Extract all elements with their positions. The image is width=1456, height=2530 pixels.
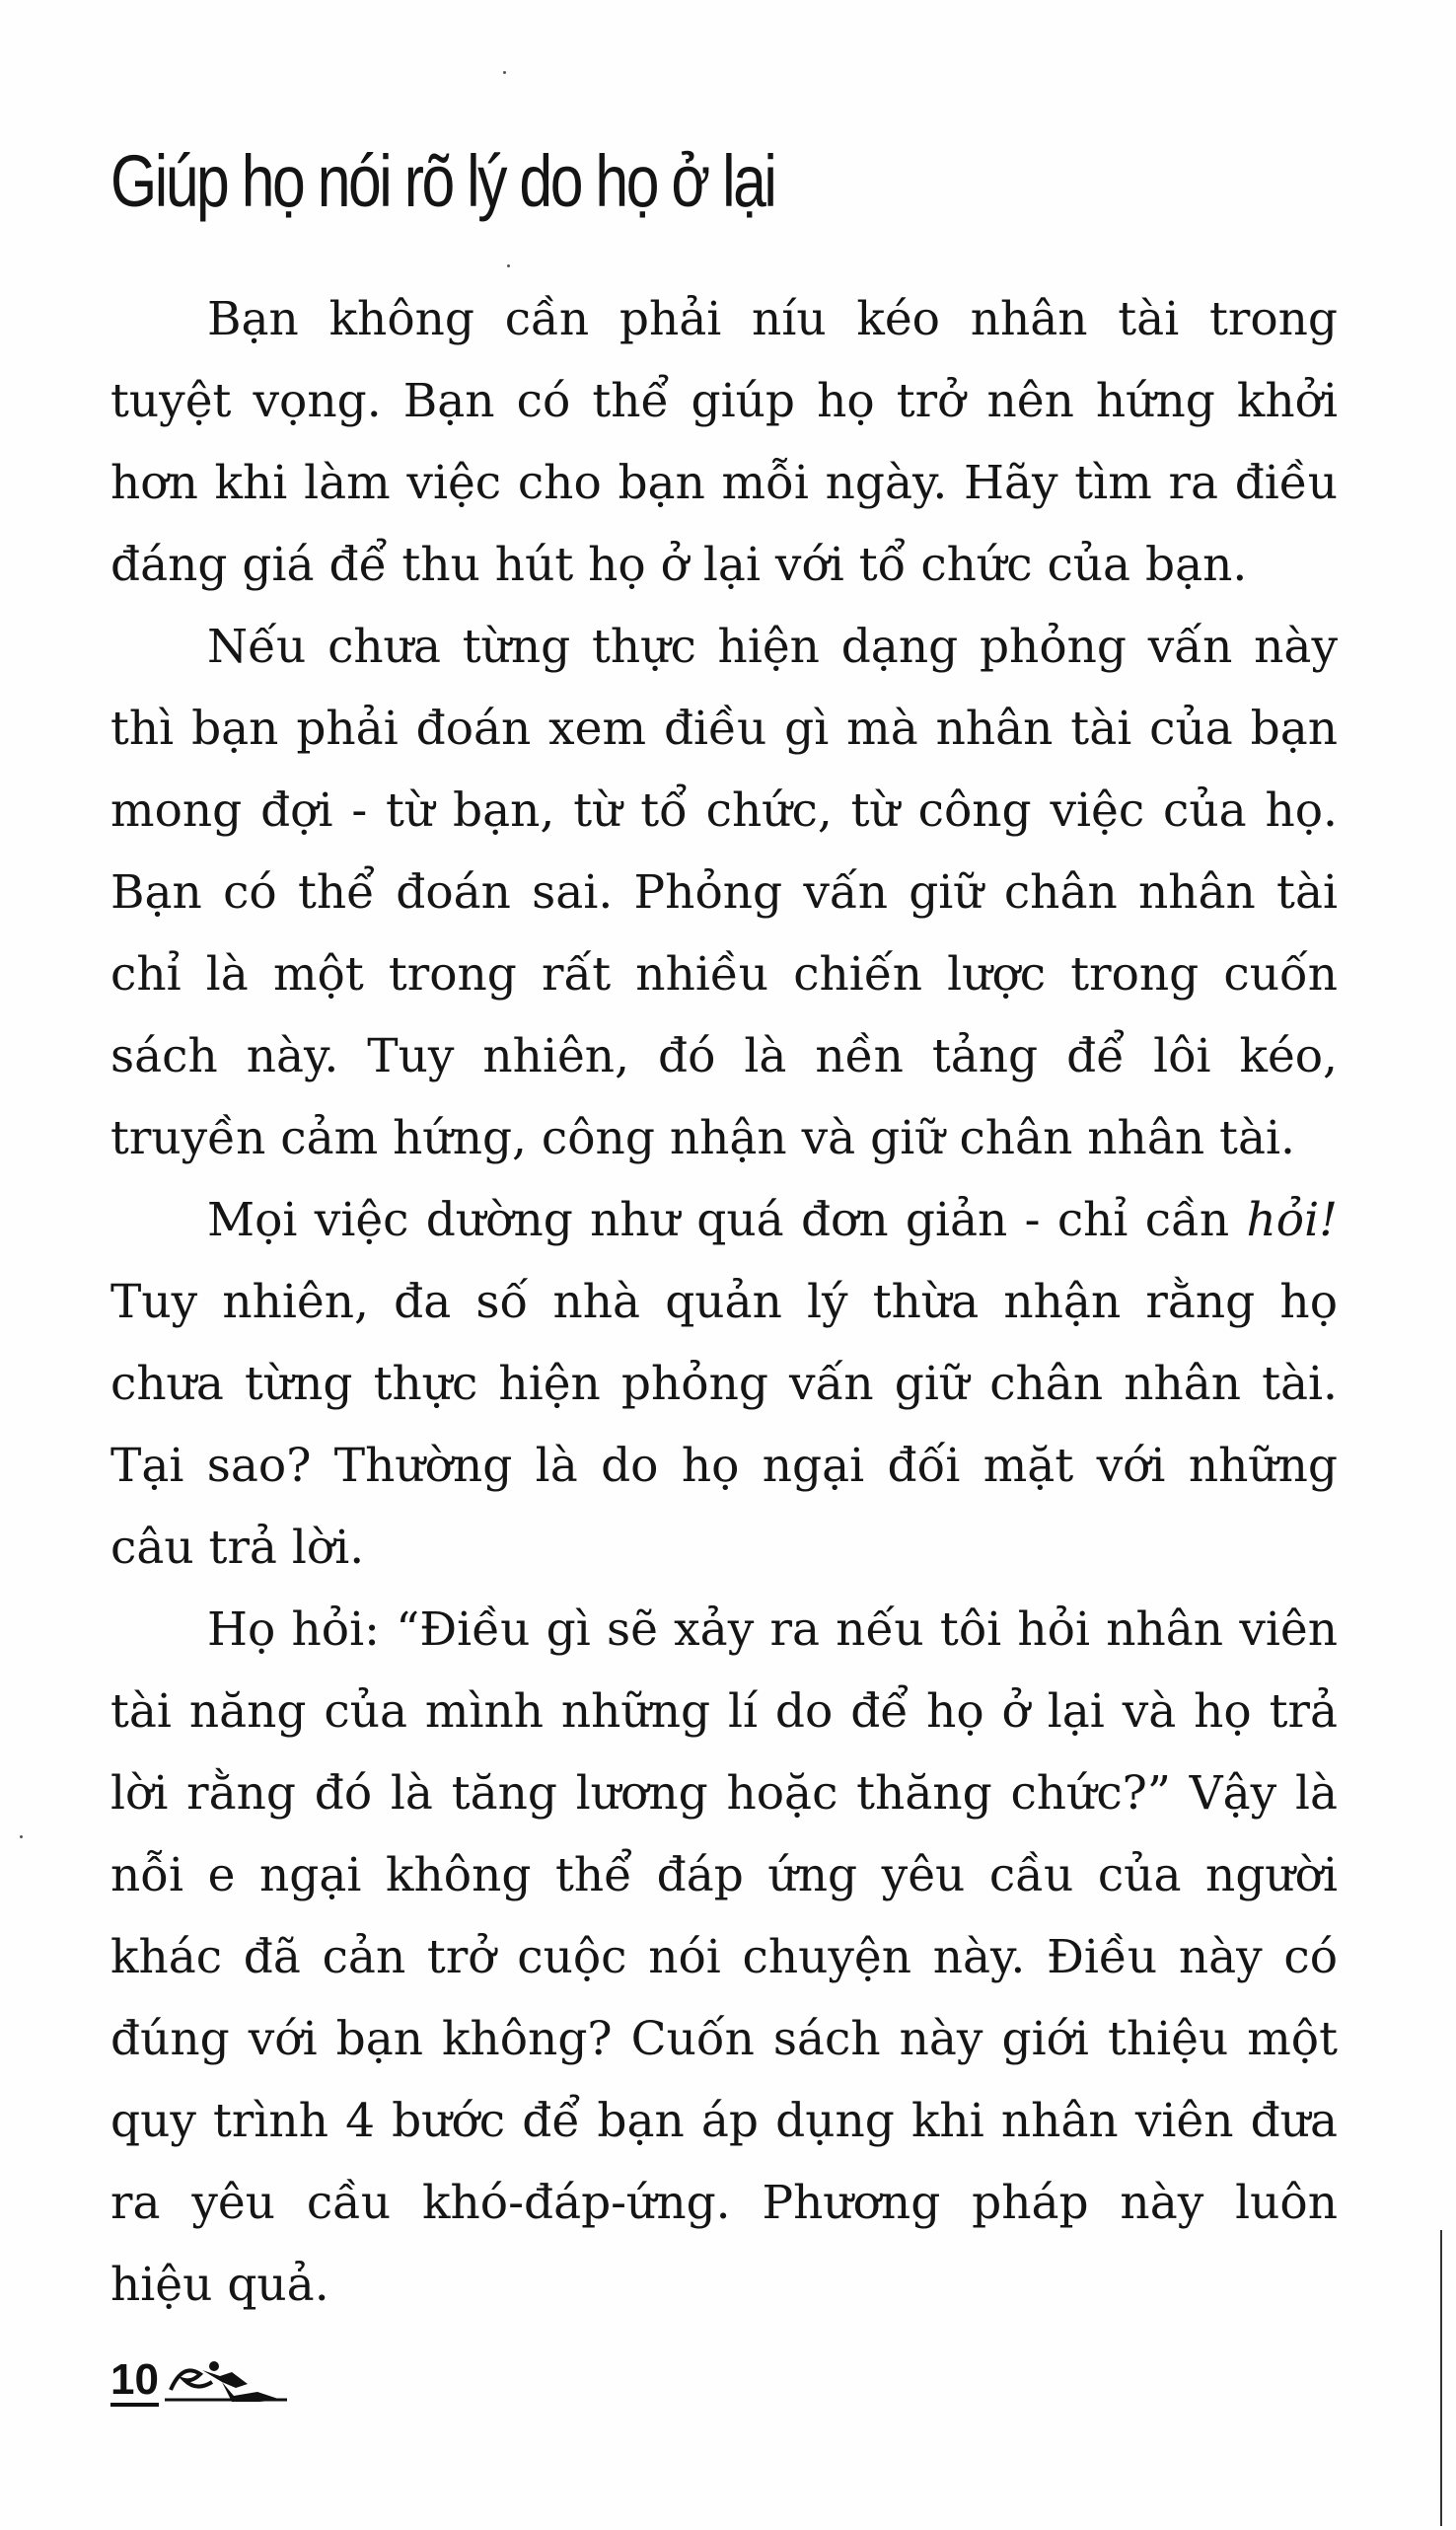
text-line: đúng với bạn không? Cuốn sách này giới thiệu một	[110, 2012, 1338, 2066]
page-footer	[110, 2352, 291, 2412]
text-line: hơn khi làm việc cho bạn mỗi ngày. Hãy tìm ra điều	[110, 456, 1338, 510]
text-line: thì bạn phải đoán xem điều gì mà nhân tài của bạn	[110, 702, 1338, 756]
text-line: tuyệt vọng. Bạn có thể giúp họ trở nên hứng khởi	[110, 374, 1338, 428]
paragraph-2	[110, 606, 1338, 1179]
text-line: Tại sao? Thường là do họ ngại đối mặt với những	[110, 1439, 1338, 1493]
text-line: Bạn không cần phải níu kéo nhân tài trong	[207, 292, 1338, 346]
section-heading: Giúp họ nói rõ lý do họ ở lại	[110, 140, 775, 222]
text-line: sách này. Tuy nhiên, đó là nền tảng để lôi kéo,	[110, 1029, 1338, 1083]
text-line	[110, 1179, 1338, 1261]
emphasis-text: hỏi!	[1246, 1193, 1338, 1247]
text-line: nỗi e ngại không thể đáp ứng yêu cầu của người	[110, 1848, 1338, 1902]
text-line: mong đợi - từ bạn, từ tổ chức, từ công việc của họ.	[110, 783, 1338, 838]
page-edge-line	[1440, 2230, 1442, 2526]
body-text	[110, 278, 1338, 2326]
paper-speck	[20, 1835, 23, 1838]
text-line: ra yêu cầu khó-đáp-ứng. Phương pháp này luôn	[110, 2176, 1338, 2230]
paragraph-1	[110, 278, 1338, 606]
text-line: chỉ là một trong rất nhiều chiến lược trong cuốn	[110, 947, 1338, 1002]
text-line: lời rằng đó là tăng lương hoặc thăng chức?” Vậy là	[110, 1766, 1338, 1821]
text-line: Tuy nhiên, đa số nhà quản lý thừa nhận rằng họ	[110, 1275, 1338, 1329]
running-figure-icon	[163, 2352, 291, 2412]
text-line: tài năng của mình những lí do để họ ở lại và họ trả	[110, 1684, 1338, 1739]
paragraph-3	[110, 1179, 1338, 1589]
page-number: 10	[110, 2357, 159, 2407]
paper-speck	[507, 264, 510, 267]
text-line: hiệu quả.	[110, 2258, 329, 2312]
text-line: Bạn có thể đoán sai. Phỏng vấn giữ chân nhân tài	[110, 865, 1338, 920]
text-run: Mọi việc dường như quá đơn giản - chỉ cần	[207, 1193, 1230, 1247]
text-line: câu trả lời.	[110, 1521, 365, 1575]
text-line: Họ hỏi: “Điều gì sẽ xảy ra nếu tôi hỏi nhân viên	[207, 1602, 1338, 1657]
text-line: Nếu chưa từng thực hiện dạng phỏng vấn này	[207, 620, 1338, 674]
paper-speck	[503, 71, 506, 74]
text-line: chưa từng thực hiện phỏng vấn giữ chân nhân tài.	[110, 1357, 1338, 1411]
text-line: đáng giá để thu hút họ ở lại với tổ chức của bạn.	[110, 538, 1248, 592]
text-line: khác đã cản trở cuộc nói chuyện này. Điều này có	[110, 1930, 1338, 1984]
text-line: quy trình 4 bước để bạn áp dụng khi nhân viên đưa	[110, 2094, 1338, 2148]
paragraph-4	[110, 1589, 1338, 2326]
text-line: truyền cảm hứng, công nhận và giữ chân nhân tài.	[110, 1111, 1295, 1165]
